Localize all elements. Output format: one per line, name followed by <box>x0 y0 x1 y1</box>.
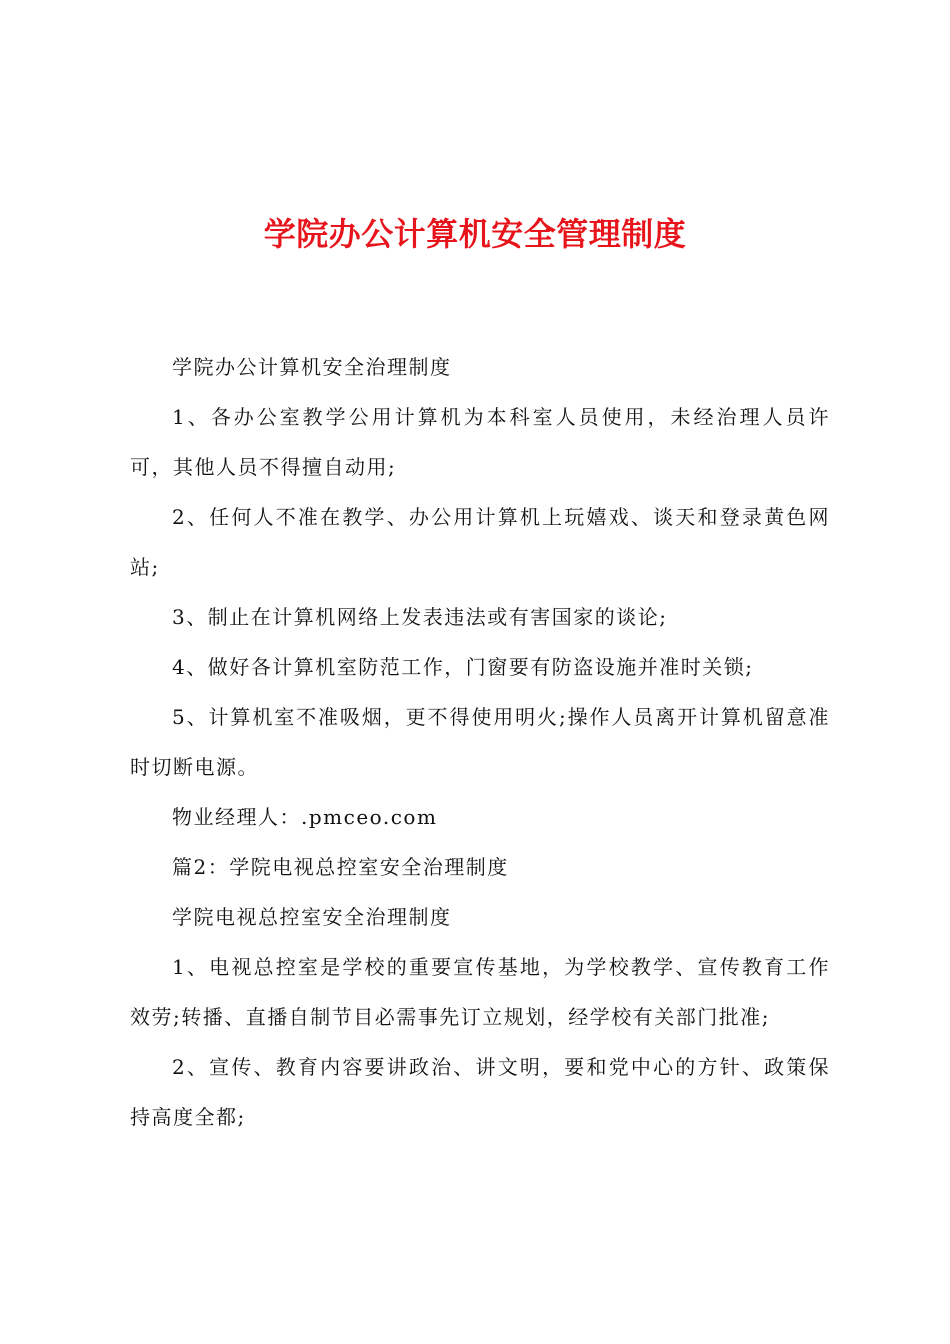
document-title: 学院办公计算机安全管理制度 <box>263 215 687 253</box>
paragraph-item-4: 4、做好各计算机室防范工作，门窗要有防盗设施并准时关锁; <box>172 655 754 679</box>
paragraph-item-5: 5、计算机室不准吸烟，更不得使用明火;操作人员离开计算机留意准时切断电源。 <box>130 705 830 779</box>
paragraph-item-1: 1、各办公室教学公用计算机为本科室人员使用，未经治理人员许可，其他人员不得擅自动用; <box>130 405 830 479</box>
document-body <box>130 342 830 1142</box>
paragraph-section-item-2: 2、宣传、教育内容要讲政治、讲文明，要和党中心的方针、政策保持高度全都; <box>130 1055 830 1129</box>
paragraph-section-item-1: 1、电视总控室是学校的重要宣传基地，为学校教学、宣传教育工作效劳;转播、直播自制节目必需事先订立规划，经学校有关部门批准; <box>130 955 830 1029</box>
paragraph-section-heading: 篇2：学院电视总控室安全治理制度 <box>172 855 509 879</box>
paragraph-section-subtitle: 学院电视总控室安全治理制度 <box>172 905 452 929</box>
paragraph-source: 物业经理人：.pmceo.com <box>172 805 438 829</box>
paragraph-item-3: 3、制止在计算机网络上发表违法或有害国家的谈论; <box>172 605 668 629</box>
paragraph-item-2: 2、任何人不准在教学、办公用计算机上玩嬉戏、谈天和登录黄色网站; <box>130 505 830 579</box>
paragraph-subtitle: 学院办公计算机安全治理制度 <box>172 355 452 379</box>
